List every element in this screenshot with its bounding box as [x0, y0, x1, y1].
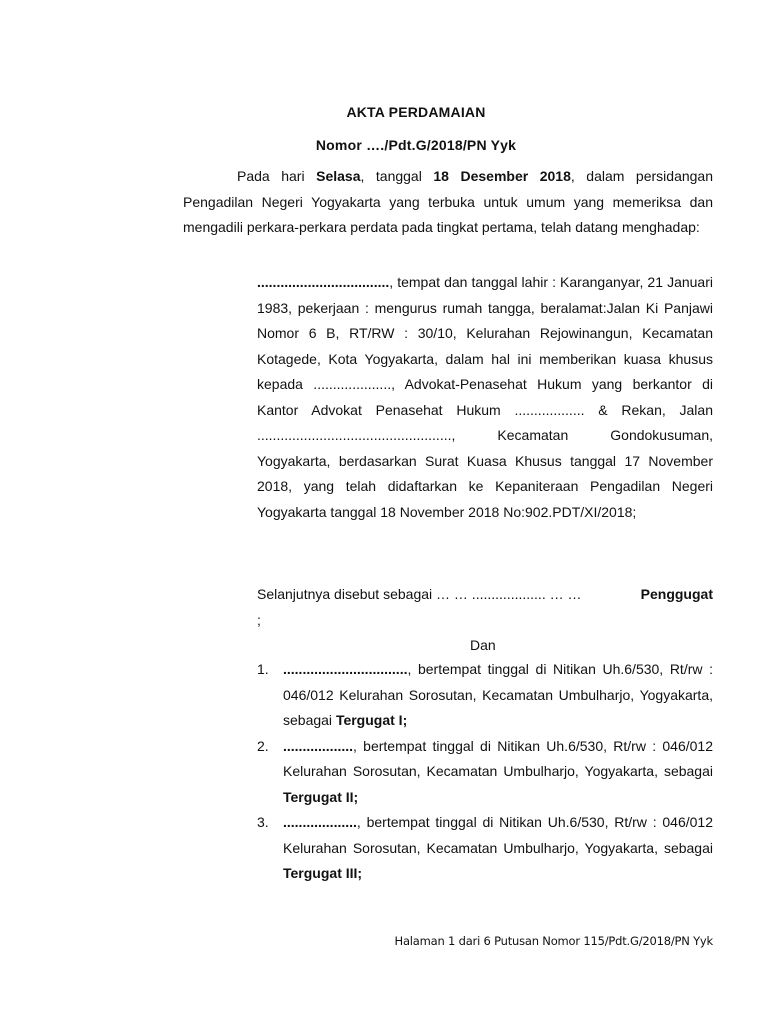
list-item: [257, 657, 713, 734]
designation-label: Selanjutnya disebut sebagai … … ................... … …: [257, 586, 582, 602]
opening-date: 18 Desember 2018: [433, 168, 571, 184]
opening-text-3: , dalam persidangan Pengadilan Negeri Yogyakarta yang terbuka untuk umum yang memeriksa dan mengadili perkara-perkara perdata pada tingkat pertama, telah datang menghadap:: [183, 168, 713, 235]
defendant-name: ...................: [283, 814, 357, 830]
list-item: [257, 734, 713, 811]
designation-role: Penggugat: [640, 586, 713, 602]
list-item: [257, 810, 713, 887]
plaintiff-name: ..................................: [257, 274, 390, 290]
opening-day: Selasa: [316, 168, 361, 184]
page-footer: Halaman 1 dari 6 Putusan Nomor 115/Pdt.G/2018/PN Yyk: [394, 934, 713, 948]
document-number: Nomor …./Pdt.G/2018/PN Yyk: [315, 137, 517, 153]
designation-line: [257, 582, 713, 608]
opening-text-2: , tanggal: [360, 168, 434, 184]
plaintiff-paragraph: [257, 270, 713, 525]
designation-semicolon: ;: [257, 612, 261, 628]
defendant-role: Tergugat II;: [283, 788, 359, 805]
defendant-name: ..................: [283, 737, 354, 754]
defendant-details: , bertempat tinggal di Nitikan Uh.6/530, Rt/rw : 046/012 Kelurahan Sorosutan, Kecamatan Umbulharjo, Yogyakarta, sebagai: [283, 814, 713, 856]
defendant-details: , bertempat tinggal di Nitikan Uh.6/530, Rt/rw : 046/012 Kelurahan Sorosutan, Kecamatan Umbulharjo, Yogyakarta, sebagai: [283, 661, 713, 728]
plaintiff-details: , tempat dan tanggal lahir : Karanganyar, 21 Januari 1983, pekerjaan : mengurus rumah tangga, beralamat:Jalan Ki Panjawi Nomor 6 B, RT/RW : 30/10, Kelurahan Rejowinangun, Kecamatan Kotagede, Kota Yogyakarta, dalam hal ini memberikan kuasa khusus kepada ...................., Advokat-Penasehat Hukum yang berkantor di Kantor Advokat Penasehat Hukum .................. & Rekan, Jalan .................................................., Kecamatan Gondokusuman, Yogyakarta, berdasarkan Surat Kuasa Khusus tanggal 17 November 2018, yang telah didaftarkan ke Kepaniteraan Pengadilan Negeri Yogyakarta tanggal 18 November 2018 No:902.PDT/XI/2018;: [257, 274, 713, 520]
defendant-details: , bertempat tinggal di Nitikan Uh.6/530, Rt/rw : 046/012 Kelurahan Sorosutan, Kecamatan Umbulharjo, Yogyakarta, sebagai: [283, 737, 713, 779]
document-title: AKTA PERDAMAIAN: [346, 104, 486, 120]
opening-paragraph: [183, 164, 713, 241]
defendant-list: [257, 657, 713, 887]
defendant-role: Tergugat I;: [335, 712, 408, 728]
defendant-role: Tergugat III;: [283, 865, 363, 881]
conjunction: Dan: [470, 637, 496, 653]
defendant-name: ................................: [283, 661, 408, 677]
opening-text-1: Pada hari: [237, 168, 317, 184]
list-number: 3.: [257, 814, 269, 830]
list-number: 2.: [257, 737, 269, 754]
list-number: 1.: [257, 661, 269, 677]
